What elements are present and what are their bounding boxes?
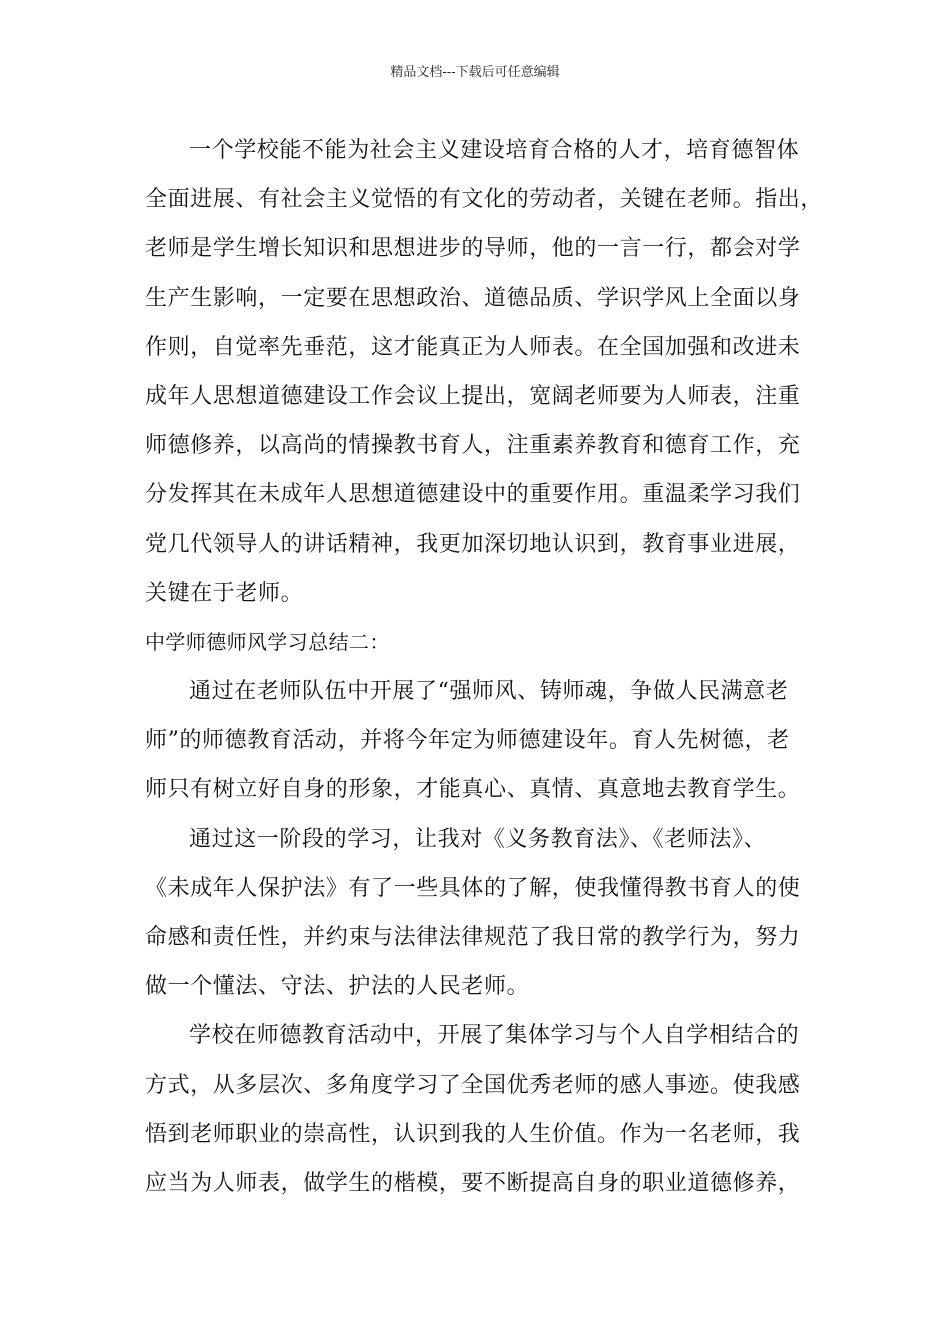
text-line: 悟到老师职业的崇高性，认识到我的人生价值。作为一名老师，我 [145,1121,801,1147]
text-line: 通过这一阶段的学习，让我对《义务教育法》、《老师法》、 [189,826,767,852]
text-line: 命感和责任性，并约束与法律法律规范了我日常的教学行为，努力 [145,925,801,950]
text-line: 关键在于老师。 [145,580,304,606]
text-line: 党几代领导人的讲话精神，我更加深切地认识到，教育事业进展， [145,531,801,557]
text-line: 做一个懂法、守法、护法的人民老师。 [145,974,530,1000]
section-heading: 中学师德师风学习总结二： [145,629,390,654]
text-line: 应当为人师表，做学生的楷模，要不断提高自身的职业道德修养， [145,1170,801,1196]
text-line: 分发挥其在未成年人思想道德建设中的重要作用。重温柔学习我们 [145,482,801,508]
text-line: 生产生影响，一定要在思想政治、道德品质、学识学风上全面以身 [145,285,801,311]
text-line: 师”的师德教育活动，并将今年定为师德建设年。育人先树德，老 [145,728,790,754]
text-line: 《未成年人保护法》有了一些具体的了解，使我懂得教书育人的使 [145,875,801,901]
text-line: 作则，自觉率先垂范，这才能真正为人师表。在全国加强和改进未 [145,334,801,360]
text-line: 通过在老师队伍中开展了“强师风、铸师魂，争做人民满意老 [189,679,789,705]
page-header: 精品文档---下载后可任意编辑 [390,65,560,80]
text-line: 全面进展、有社会主义觉悟的有文化的劳动者，关键在老师。指出， [145,187,824,213]
text-line: 方式，从多层次、多角度学习了全国优秀老师的感人事迹。使我感 [145,1072,801,1098]
text-line: 老师是学生增长知识和思想进步的导师，他的一言一行，都会对学 [145,236,801,262]
text-line: 师只有树立好自身的形象，才能真心、真情、真意地去教育学生。 [145,777,801,803]
text-line: 一个学校能不能为社会主义建设培育合格的人才，培育德智体 [189,138,800,163]
text-line: 成年人思想道德建设工作会议上提出，宽阔老师要为人师表，注重 [145,383,801,409]
text-line: 学校在师德教育活动中，开展了集体学习与个人自学相结合的 [189,1023,800,1049]
text-line: 师德修养，以高尚的情操教书育人，注重素养教育和德育工作，充 [145,433,801,459]
document-body [145,126,824,1208]
